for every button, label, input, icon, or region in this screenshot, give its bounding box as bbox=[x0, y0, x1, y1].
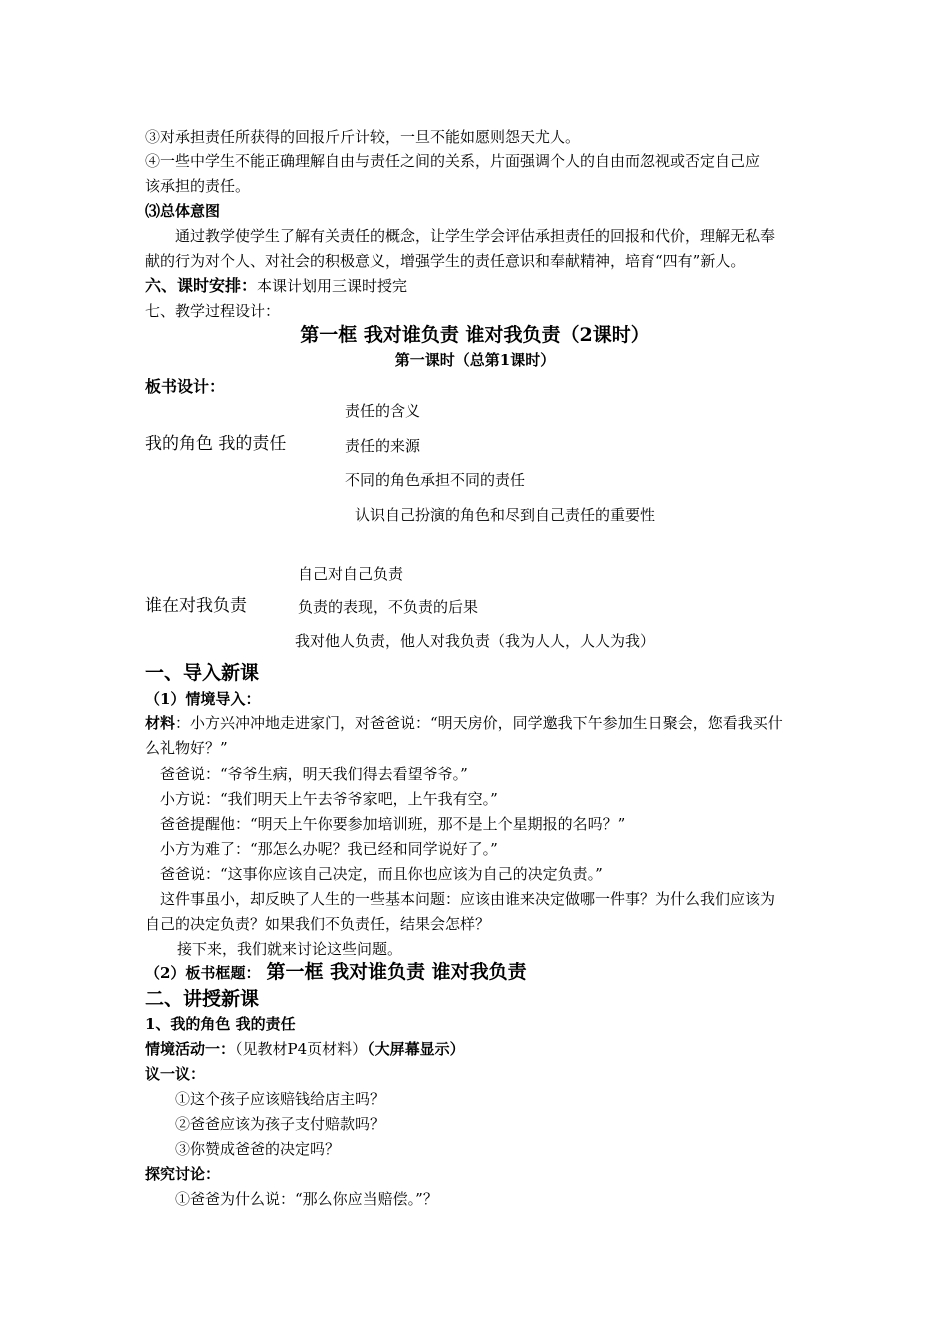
subheading: （1）情境导入： bbox=[145, 690, 261, 708]
text-line: 么礼物好？” bbox=[145, 739, 228, 757]
schedule-text: 本课计划用三课时授完 bbox=[257, 277, 408, 295]
schedule-label: 六、课时安排： bbox=[145, 276, 258, 295]
explore-label: 探究讨论： bbox=[145, 1165, 221, 1183]
board-item: 我对他人负责，他人对我负责（我为人人，人人为我） bbox=[295, 632, 656, 650]
section-subheading: ⑶总体意图 bbox=[145, 202, 221, 220]
lesson-title: 第一框 我对谁负责 谁对我负责（2课时） bbox=[300, 324, 650, 346]
discuss-item: ③你赞成爸爸的决定吗？ bbox=[175, 1140, 341, 1158]
board-item: 不同的角色承担不同的责任 bbox=[345, 471, 526, 489]
lesson-subtitle: 第一课时（总第1课时） bbox=[394, 351, 556, 369]
discuss-item: ①这个孩子应该赔钱给店主吗？ bbox=[175, 1090, 386, 1108]
activity-line bbox=[145, 1039, 465, 1059]
activity-label: 情境活动一： bbox=[145, 1040, 236, 1058]
board-title-line bbox=[145, 962, 527, 983]
schedule-line bbox=[145, 276, 407, 296]
dialog-line: 小方为难了：“那怎么办呢？我已经和同学说好了。” bbox=[160, 840, 498, 858]
activity-note: （大屏幕显示） bbox=[367, 1040, 465, 1058]
board-item: 责任的来源 bbox=[345, 437, 421, 455]
board-item: 责任的含义 bbox=[345, 402, 421, 420]
section-heading: 二、讲授新课 bbox=[145, 988, 260, 1010]
text-line: 通过教学使学生了解有关责任的概念，让学生学会评估承担责任的回报和代价，理解无私奉 bbox=[175, 227, 776, 245]
board-label: 板书设计： bbox=[145, 377, 226, 396]
board-group-title: 我的角色 我的责任 bbox=[145, 434, 287, 454]
activity-text: （见教材P4页材料） bbox=[235, 1040, 368, 1058]
explore-item: ①爸爸为什么说：“那么你应当赔偿。”？ bbox=[175, 1190, 438, 1208]
board-item: 负责的表现，不负责的后果 bbox=[298, 598, 479, 616]
process-heading: 七、教学过程设计： bbox=[145, 302, 281, 320]
board-item: 自己对自己负责 bbox=[298, 565, 404, 583]
text-line: 该承担的责任。 bbox=[145, 177, 251, 195]
discuss-item: ②爸爸应该为孩子支付赔款吗？ bbox=[175, 1115, 386, 1133]
text-line: 献的行为对个人、对社会的积极意义，增强学生的责任意识和奉献精神，培育“四有”新人。 bbox=[145, 252, 746, 270]
section-heading: 一、导入新课 bbox=[145, 662, 260, 684]
dialog-line: 爸爸说：“爷爷生病，明天我们得去看望爷爷。” bbox=[160, 765, 468, 783]
material-label: 材料 bbox=[145, 714, 176, 732]
text-line: ④一些中学生不能正确理解自由与责任之间的关系，片面强调个人的自由而忽视或否定自己应 bbox=[145, 152, 761, 170]
text-line: ③对承担责任所获得的回报斤斤计较，一旦不能如愿则怨天尤人。 bbox=[145, 128, 581, 146]
frame-title: 第一框 我对谁负责 谁对我负责 bbox=[266, 961, 527, 983]
board-group-title: 谁在对我负责 bbox=[145, 596, 247, 616]
point-heading: 1、我的角色 我的责任 bbox=[145, 1015, 296, 1033]
dialog-line: 爸爸说：“这事你应该自己决定，而且你也应该为自己的决定负责。” bbox=[160, 865, 603, 883]
material-line bbox=[145, 713, 783, 733]
board-item: 认识自己扮演的角色和尽到自己责任的重要性 bbox=[355, 506, 656, 524]
material-text: ：小方兴冲冲地走进家门，对爸爸说：“明天房价，同学邀我下午参加生日聚会，您看我买什 bbox=[175, 714, 783, 732]
discuss-label: 议一议： bbox=[145, 1065, 206, 1083]
text-line: 这件事虽小，却反映了人生的一些基本问题：应该由谁来决定做哪一件事？为什么我们应该为 bbox=[160, 890, 776, 908]
subheading: （2）板书框题： bbox=[145, 964, 261, 982]
text-line: 接下来，我们就来讨论这些问题。 bbox=[177, 940, 403, 958]
dialog-line: 爸爸提醒他：“明天上午你要参加培训班，那不是上个星期报的名吗？” bbox=[160, 815, 626, 833]
text-line: 自己的决定负责？如果我们不负责任，结果会怎样？ bbox=[145, 915, 491, 933]
dialog-line: 小方说：“我们明天上午去爷爷家吧，上午我有空。” bbox=[160, 790, 498, 808]
